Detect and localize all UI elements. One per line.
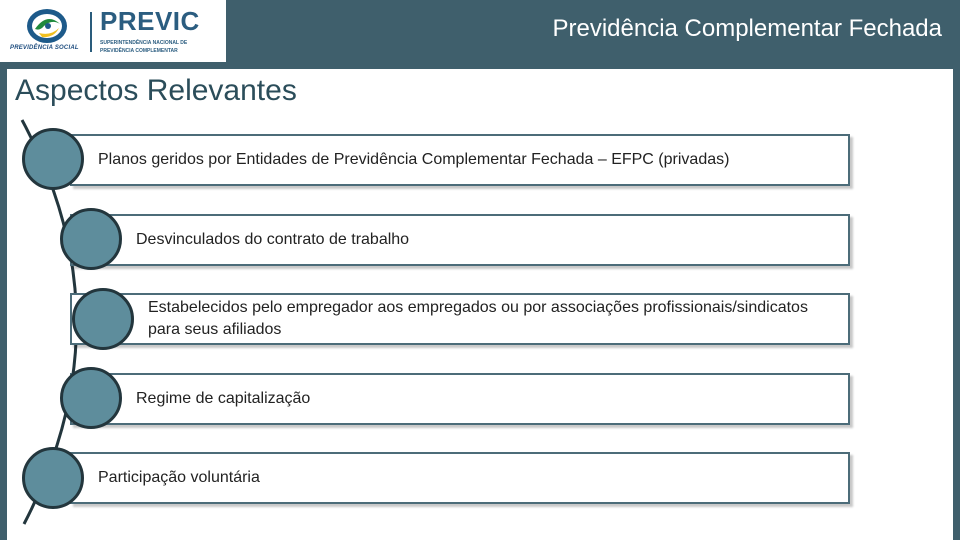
list-bullet-3-icon: [72, 288, 134, 350]
list-item-1-text: Planos geridos por Entidades de Previdência Complementar Fechada – EFPC (privadas): [98, 151, 730, 168]
list-bullet-2-icon: [60, 208, 122, 270]
logo-divider: [90, 12, 92, 52]
logo-area: [0, 0, 226, 62]
list-item-3: [70, 293, 850, 345]
page-title: Previdência Complementar Fechada: [552, 15, 942, 42]
previdencia-social-caption: PREVIDÊNCIA SOCIAL: [10, 45, 79, 51]
list-bullet-5-icon: [22, 447, 84, 509]
list-item-1: [70, 134, 850, 186]
list-bullet-1-icon: [22, 128, 84, 190]
list-item-2-text: Desvinculados do contrato de trabalho: [136, 231, 410, 248]
list-item-4-text: Regime de capitalização: [136, 390, 311, 407]
section-heading: Aspectos Relevantes: [15, 74, 297, 107]
header-bar: [0, 0, 960, 62]
list-bullet-4-icon: [60, 367, 122, 429]
previc-subtitle-line-2: PREVIDÊNCIA COMPLEMENTAR: [100, 48, 178, 54]
list-item-5-text: Participação voluntária: [98, 469, 260, 486]
previc-logo-title: PREVIC: [100, 6, 200, 36]
list-item-4: [70, 373, 850, 425]
list-item-2: [70, 214, 850, 266]
previc-subtitle-line-1: SUPERINTENDÊNCIA NACIONAL DE: [100, 40, 188, 46]
list-item-3-text: Estabelecidos pelo empregador aos empregados ou por associações profissionais/sindicatos para seus afiliados: [148, 299, 808, 338]
list-item-5: [70, 452, 850, 504]
